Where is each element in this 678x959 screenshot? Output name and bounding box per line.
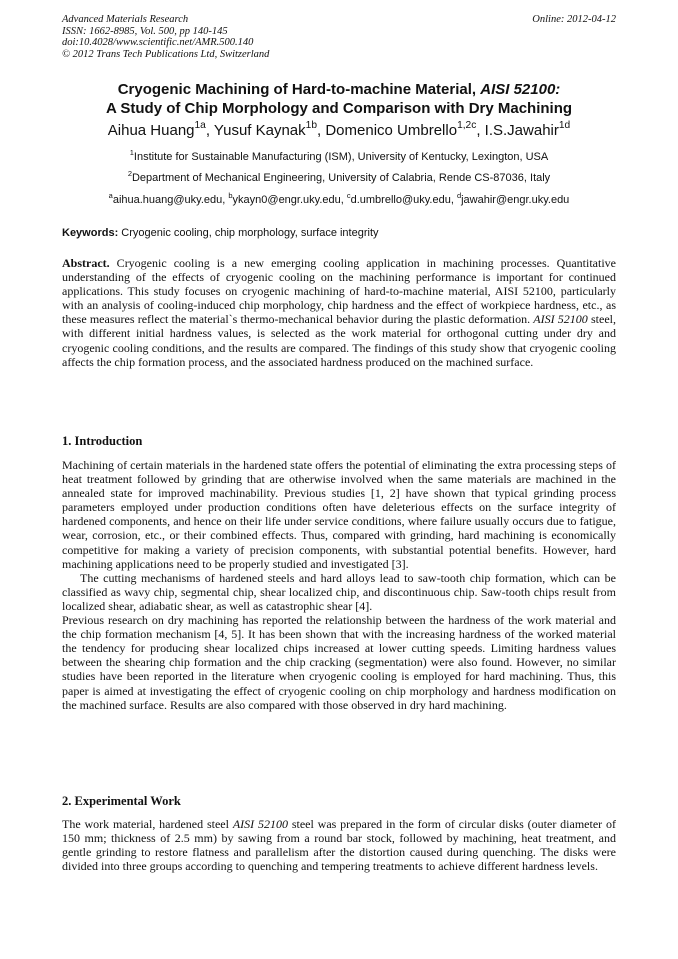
journal-doi: doi:10.4028/www.scientific.net/AMR.500.140 [62,37,254,48]
email-text: ykayn0@engr.uky.edu, [232,194,347,206]
author-name: Aihua Huang [107,122,195,139]
author-affiliation-mark: 1a [194,119,206,131]
author-name: Domenico Umbrello [325,122,458,139]
author-name: Yusuf Kaynak [213,122,306,139]
email-mark: c [346,190,351,200]
email-text: d.umbrello@uky.edu, [350,194,457,206]
author-affiliation-mark: 1b [305,119,317,131]
introduction-body [62,458,616,712]
email-text: jawahir@engr.uky.edu [461,194,570,206]
affiliation-text: Institute for Sustainable Manufacturing (ISM), University of Kentucky, Lexington, USA [133,151,549,163]
affiliation-1 [30,147,648,164]
affiliation-mark: 2 [127,168,132,178]
abstract [62,256,616,369]
keywords [62,226,616,240]
affiliation-text: Department of Mechanical Engineering, University of Calabria, Rende CS-87036, Italy [131,172,551,184]
affiliation-2 [30,168,648,185]
section-heading-introduction: 1. Introduction [62,434,143,448]
paragraph [62,817,616,873]
journal-issn: ISSN: 1662-8985, Vol. 500, pp 140-145 [62,25,228,37]
author-separator: , [317,122,326,139]
paragraph: Machining of certain materials in the hardened state offers the potential of eliminating the extra processing steps of heat treatment followed by grinding that are otherwise involved when the same materials are machined in the annealed state for improved machinability. Previous studies [1, 2] have shown that typical grinding process parameters employed under production conditions often have deleterious effects on the surface integrity of hardened components, and hence on their life under service conditions, where failure usually occurs due to fatigue, wear, corrosion, etc., or their combined effects. Thus, compared with grinding, hard machining is economically competitive for making a variety of precision components, with substantial potential benefits. However, hard machining applications need to be properly studied and investigated [3]. [62,458,616,571]
keywords-label: Keywords: [62,227,119,239]
author-name: I.S.Jawahir [484,122,559,139]
paragraph: The cutting mechanisms of hardened steels and hard alloys lead to saw-tooth chip formation, which can be classified as wavy chip, segmental chip, shear localized chip, and discontinuous chip. Saw-tooth chips result from localized shear, adiabatic shear, as well as catastrophic shear [4]. [62,570,616,613]
online-date: Online: 2012-04-12 [532,14,616,25]
author-separator: , [205,122,214,139]
author-affiliation-mark: 1,2c [457,119,477,131]
email-mark: a [108,190,113,200]
title-line-1-text: Cryogenic Machining of Hard-to-machine Material, [117,81,481,98]
abstract-text-1: Cryogenic cooling is a new emerging cooling application in machining processes. Quantitative understanding of the effects of cryogenic cooling on the machining performance is important for continued applications. This study focuses on cryogenic machining of hard-to-machine material, AISI 52100, particularly with an analysis of cooling-induced chip morphology, chip hardness and the effect of workpiece hardness, etc., as these measures reflect the material`s thermo-mechanical behavior during the plastic deformation. [62,256,616,327]
affiliation-mark: 1 [129,147,134,157]
author-emails [30,190,648,207]
email-mark: d [456,190,462,200]
journal-copyright: © 2012 Trans Tech Publications Ltd, Switzerland [62,48,270,60]
email-mark: b [228,190,233,200]
abstract-text-2: steel, with different initial hardness values, is selected as the work material for orthogonal cutting under dry and cryogenic cooling conditions, and the results are compared. The findings of this study show that cryogenic cooling affects the chip formation process, and the associated hardness produced on the machined surface. [62,312,616,369]
title-line-2: A Study of Chip Morphology and Comparison with Dry Machining [105,100,573,117]
abstract-paragraph [62,256,616,369]
author-separator: , [476,122,485,139]
journal-name: Advanced Materials Research [62,14,189,25]
experimental-work-body [62,817,616,873]
paragraph: Previous research on dry machining has reported the relationship between the hardness of the work material and the chip formation mechanism [4, 5]. It has been shown that with the increasing hardness of the worked material the tendency for producing shear localized chips increased at lower cutting speeds. Limiting hardness values between the shearing chip formation and the chip cracking (segmentation) were also found. However, no similar studies have been reported in the literature when cryogenic cooling is employed for hard machining. Thus, this paper is aimed at investigating the effect of cryogenic cooling on chip morphology and hardness modification on the machined surface. Results are also compared with those observed in dry hard machining. [62,613,616,712]
section-heading-experimental-work: 2. Experimental Work [62,794,181,808]
abstract-label: Abstract. [62,256,110,270]
email-text: aihua.huang@uky.edu, [112,194,229,206]
journal-header [62,14,616,60]
keywords-text: Cryogenic cooling, chip morphology, surface integrity [118,227,379,239]
paragraph-text: The work material, hardened steel [62,817,233,831]
paper-title [40,80,638,118]
title-line-1-italic: AISI 52100: [480,81,561,98]
author-list [30,121,648,140]
author-affiliation-mark: 1d [558,119,571,131]
abstract-italic: AISI 52100 [533,312,588,327]
title-line-1 [40,80,638,99]
paragraph-text: steel was prepared in the form of circular disks (outer diameter of 150 mm; thickness of 2.5 mm) by sawing from a round bar stock, followed by machining, heat treatment, and gentle grinding to restore flatness and parallelism after the distortion caused during quenching. The disks were divided into three groups according to quenching and tempering treatments to achieve different hardness levels. [62,817,616,874]
material-name-italic: AISI 52100 [232,817,288,831]
